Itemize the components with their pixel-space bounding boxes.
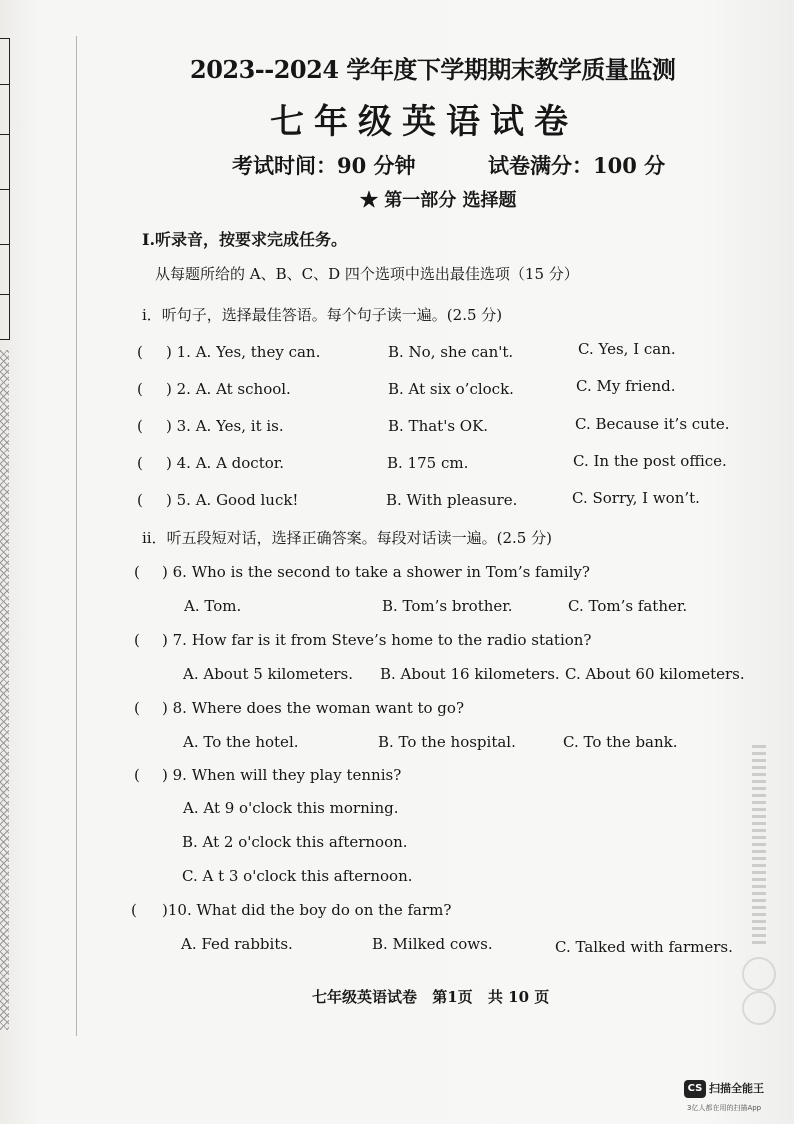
question-row (0, 377, 794, 404)
camscanner-logo-icon: CS (684, 1080, 706, 1098)
option-a: A. Tom. (184, 597, 242, 615)
option-c: C. Talked with farmers. (555, 938, 733, 956)
option-c: C. Because it’s cute. (575, 415, 730, 433)
question-stem: ) 9. When will they play tennis? (162, 766, 402, 784)
question-stem: ) 8. Where does the woman want to go? (162, 699, 464, 717)
question-row (0, 340, 794, 367)
option-c: C. About 60 kilometers. (565, 665, 745, 683)
question-row (0, 417, 794, 441)
page-footer (312, 986, 559, 1007)
seal-box (0, 38, 10, 340)
section-title: Ⅰ.听录音，按要求完成任务。 (142, 230, 348, 249)
answer-blank[interactable]: ( (137, 417, 143, 435)
part-heading: ★ 第一部分 选择题 (360, 190, 517, 211)
option-a: A. About 5 kilometers. (183, 665, 353, 683)
watermark-tagline: 3亿人都在用的扫描App (687, 1104, 762, 1112)
option-c: C. My friend. (576, 377, 676, 395)
exam-title: 2023--2024 学年度下学期期末教学质量监测 (190, 55, 676, 84)
option-a: A. To the hotel. (183, 733, 299, 751)
question-row (0, 901, 794, 925)
option-a: A. Fed rabbits. (181, 935, 293, 953)
question-stem: ) 6. Who is the second to take a shower in Tom’s family? (162, 563, 590, 581)
options-row (0, 867, 794, 891)
option-b: B. Milked cows. (372, 935, 493, 953)
options-row (0, 833, 794, 857)
footer-exam-name: 七年级英语试卷 (312, 988, 418, 1006)
option-c: C. Tom’s father. (568, 597, 688, 615)
scanner-watermark (684, 1077, 794, 1117)
question-row (0, 766, 794, 790)
exam-time: 考试时间：90 分钟 (232, 153, 416, 178)
question-stem: ) 4. A. A doctor. (166, 454, 285, 472)
option-c: C. Yes, I can. (578, 340, 676, 358)
part-ii-title: ii．听五段短对话，选择正确答案。每段对话读一遍。(2.5 分) (142, 529, 552, 547)
option-b: B. No, she can't. (388, 343, 514, 361)
option-b: B. 175 cm. (387, 454, 469, 472)
footer-total-pages: 共 10 页 (487, 988, 550, 1006)
answer-blank[interactable]: ( (134, 631, 140, 649)
question-row (0, 454, 794, 478)
question-row (0, 491, 794, 515)
question-row (0, 631, 794, 655)
option-b: B. To the hospital. (378, 733, 516, 751)
question-stem: ) 7. How far is it from Steve’s home to the radio station? (162, 631, 592, 649)
options-row (0, 935, 794, 959)
question-stem: ) 3. A. Yes, it is. (166, 417, 284, 435)
answer-blank[interactable]: ( (134, 563, 140, 581)
option-b: B. Tom’s brother. (382, 597, 513, 615)
scan-side-mark (740, 745, 780, 1025)
option-b: B. That's OK. (388, 417, 489, 435)
options-row (0, 799, 794, 823)
option-c: C. In the post office. (573, 452, 727, 470)
options-row (0, 597, 794, 621)
question-row (0, 699, 794, 723)
seal-zigzag-border (0, 350, 9, 1030)
options-row (0, 665, 794, 689)
option-c: C. Sorry, I won’t. (572, 489, 700, 507)
question-stem: ) 5. A. Good luck! (166, 491, 299, 509)
question-stem: ) 1. A. Yes, they can. (166, 343, 321, 361)
exam-full-score: 试卷满分：100 分 (488, 153, 666, 178)
question-stem: ) 2. A. At school. (166, 380, 291, 398)
question-row (0, 563, 794, 587)
option-b: B. About 16 kilometers. (380, 665, 560, 683)
options-row (0, 733, 794, 757)
answer-blank[interactable]: ( (137, 491, 143, 509)
answer-blank[interactable]: ( (134, 766, 140, 784)
section-instruction: 从每题所给的 A、B、C、D 四个选项中选出最佳选项（15 分） (155, 265, 579, 283)
answer-blank[interactable]: ( (134, 699, 140, 717)
answer-blank[interactable]: ( (131, 901, 137, 919)
option-c: C. To the bank. (563, 733, 678, 751)
watermark-brand: 扫描全能王 (709, 1082, 764, 1095)
answer-blank[interactable]: ( (137, 380, 143, 398)
option-b: B. With pleasure. (386, 491, 518, 509)
option-c: C. A t 3 o'clock this afternoon. (182, 867, 413, 885)
exam-subject: 七年级英语试卷 (270, 102, 578, 142)
question-stem: )10. What did the boy do on the farm? (162, 901, 452, 919)
part-i-title: i．听句子，选择最佳答语。每个句子读一遍。(2.5 分) (142, 306, 503, 324)
footer-page-number: 第1页 (432, 988, 473, 1006)
answer-blank[interactable]: ( (137, 343, 143, 361)
option-b: B. At 2 o'clock this afternoon. (182, 833, 408, 851)
answer-blank[interactable]: ( (137, 454, 143, 472)
option-b: B. At six o’clock. (388, 380, 514, 398)
option-a: A. At 9 o'clock this morning. (183, 799, 399, 817)
